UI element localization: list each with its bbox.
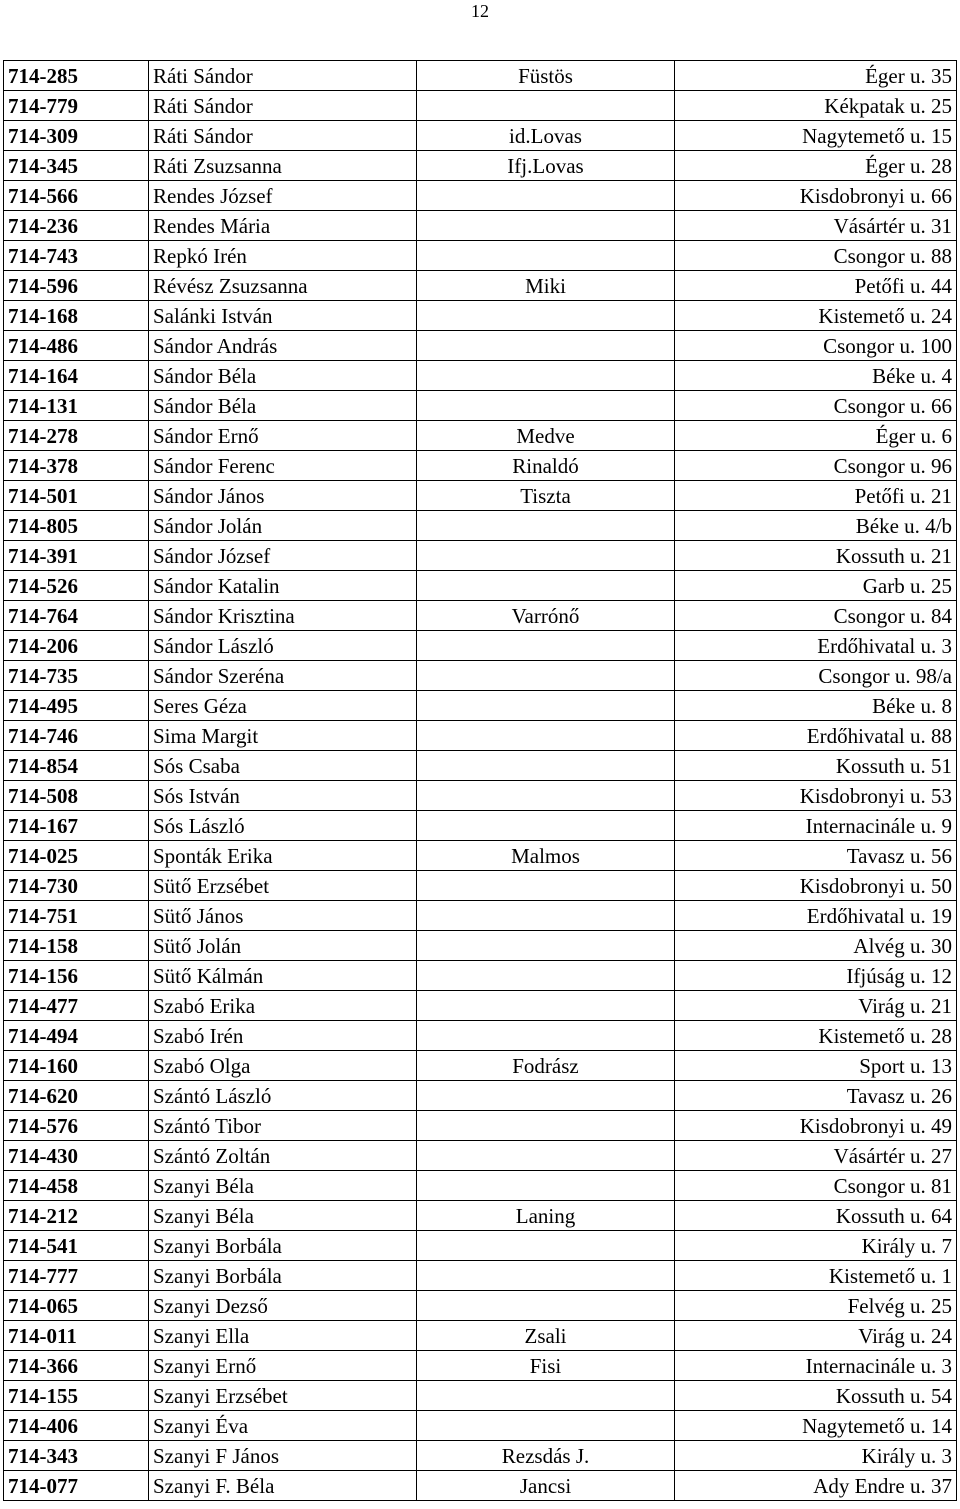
table-row: [4, 421, 957, 451]
name-cell: Ráti Sándor: [149, 91, 417, 121]
address-cell: Erdőhivatal u. 19: [675, 901, 957, 931]
table-row: [4, 91, 957, 121]
phone-number-cell: 714-751: [4, 901, 149, 931]
name-cell: Repkó Irén: [149, 241, 417, 271]
nickname-cell: Tiszta: [417, 481, 675, 511]
table-row: [4, 661, 957, 691]
address-cell: Virág u. 21: [675, 991, 957, 1021]
table-row: [4, 1231, 957, 1261]
table-row: [4, 601, 957, 631]
phone-number-cell: 714-278: [4, 421, 149, 451]
phone-number-cell: 714-501: [4, 481, 149, 511]
name-cell: Szanyi Borbála: [149, 1261, 417, 1291]
table-row: [4, 511, 957, 541]
nickname-cell: [417, 1141, 675, 1171]
phone-number-cell: 714-458: [4, 1171, 149, 1201]
table-row: [4, 1351, 957, 1381]
address-cell: Vásártér u. 31: [675, 211, 957, 241]
name-cell: Sütő Kálmán: [149, 961, 417, 991]
phone-number-cell: 714-620: [4, 1081, 149, 1111]
address-cell: Garb u. 25: [675, 571, 957, 601]
table-row: [4, 571, 957, 601]
name-cell: Sándor László: [149, 631, 417, 661]
address-cell: Béke u. 8: [675, 691, 957, 721]
table-row: [4, 1411, 957, 1441]
nickname-cell: Miki: [417, 271, 675, 301]
address-cell: Éger u. 35: [675, 61, 957, 91]
nickname-cell: [417, 871, 675, 901]
address-cell: Nagytemető u. 15: [675, 121, 957, 151]
phone-number-cell: 714-508: [4, 781, 149, 811]
address-cell: Nagytemető u. 14: [675, 1411, 957, 1441]
address-cell: Éger u. 6: [675, 421, 957, 451]
nickname-cell: [417, 511, 675, 541]
name-cell: Seres Géza: [149, 691, 417, 721]
nickname-cell: [417, 661, 675, 691]
name-cell: Sima Margit: [149, 721, 417, 751]
phone-number-cell: 714-566: [4, 181, 149, 211]
nickname-cell: Ifj.Lovas: [417, 151, 675, 181]
phone-number-cell: 714-777: [4, 1261, 149, 1291]
nickname-cell: Fisi: [417, 1351, 675, 1381]
nickname-cell: [417, 1291, 675, 1321]
name-cell: Sós Csaba: [149, 751, 417, 781]
name-cell: Szanyi Béla: [149, 1201, 417, 1231]
table-row: [4, 1381, 957, 1411]
address-cell: Csongor u. 88: [675, 241, 957, 271]
phone-number-cell: 714-526: [4, 571, 149, 601]
name-cell: Rendes József: [149, 181, 417, 211]
phone-number-cell: 714-167: [4, 811, 149, 841]
address-cell: Kisdobronyi u. 50: [675, 871, 957, 901]
table-row: [4, 961, 957, 991]
address-cell: Erdőhivatal u. 88: [675, 721, 957, 751]
address-cell: Tavasz u. 56: [675, 841, 957, 871]
table-row: [4, 811, 957, 841]
phone-number-cell: 714-309: [4, 121, 149, 151]
table-row: [4, 481, 957, 511]
address-cell: Kisdobronyi u. 53: [675, 781, 957, 811]
nickname-cell: [417, 1021, 675, 1051]
name-cell: Szanyi Borbála: [149, 1231, 417, 1261]
name-cell: Ráti Sándor: [149, 61, 417, 91]
table-row: [4, 901, 957, 931]
phone-number-cell: 714-730: [4, 871, 149, 901]
table-row: [4, 331, 957, 361]
address-cell: Virág u. 24: [675, 1321, 957, 1351]
table-row: [4, 1111, 957, 1141]
nickname-cell: Malmos: [417, 841, 675, 871]
table-row: [4, 1261, 957, 1291]
table-row: [4, 721, 957, 751]
phone-number-cell: 714-236: [4, 211, 149, 241]
table-row: [4, 1081, 957, 1111]
phone-number-cell: 714-065: [4, 1291, 149, 1321]
name-cell: Sponták Erika: [149, 841, 417, 871]
nickname-cell: [417, 931, 675, 961]
nickname-cell: [417, 91, 675, 121]
name-cell: Sándor Ernő: [149, 421, 417, 451]
name-cell: Sós László: [149, 811, 417, 841]
address-cell: Kistemető u. 24: [675, 301, 957, 331]
table-row: [4, 691, 957, 721]
phone-number-cell: 714-576: [4, 1111, 149, 1141]
phone-number-cell: 714-735: [4, 661, 149, 691]
nickname-cell: Zsali: [417, 1321, 675, 1351]
name-cell: Révész Zsuzsanna: [149, 271, 417, 301]
page-number: 12: [471, 1, 489, 21]
phone-number-cell: 714-366: [4, 1351, 149, 1381]
phone-number-cell: 714-158: [4, 931, 149, 961]
table-row: [4, 541, 957, 571]
name-cell: Szanyi Ella: [149, 1321, 417, 1351]
table-row: [4, 991, 957, 1021]
table-row: [4, 841, 957, 871]
nickname-cell: [417, 991, 675, 1021]
table-row: [4, 211, 957, 241]
name-cell: Szanyi Béla: [149, 1171, 417, 1201]
name-cell: Sándor János: [149, 481, 417, 511]
phone-number-cell: 714-764: [4, 601, 149, 631]
address-cell: Király u. 7: [675, 1231, 957, 1261]
table-row: [4, 631, 957, 661]
address-cell: Kossuth u. 54: [675, 1381, 957, 1411]
name-cell: Sándor Krisztina: [149, 601, 417, 631]
phone-number-cell: 714-155: [4, 1381, 149, 1411]
nickname-cell: [417, 721, 675, 751]
phone-number-cell: 714-406: [4, 1411, 149, 1441]
address-cell: Csongor u. 81: [675, 1171, 957, 1201]
address-cell: Ifjúság u. 12: [675, 961, 957, 991]
nickname-cell: [417, 1111, 675, 1141]
name-cell: Ráti Sándor: [149, 121, 417, 151]
nickname-cell: Rinaldó: [417, 451, 675, 481]
address-cell: Csongor u. 98/a: [675, 661, 957, 691]
address-cell: Király u. 3: [675, 1441, 957, 1471]
phone-number-cell: 714-212: [4, 1201, 149, 1231]
nickname-cell: Füstös: [417, 61, 675, 91]
name-cell: Sándor Szeréna: [149, 661, 417, 691]
nickname-cell: [417, 301, 675, 331]
phone-number-cell: 714-345: [4, 151, 149, 181]
table-row: [4, 361, 957, 391]
name-cell: Szabó Irén: [149, 1021, 417, 1051]
address-cell: Petőfi u. 21: [675, 481, 957, 511]
address-cell: Petőfi u. 44: [675, 271, 957, 301]
phone-number-cell: 714-486: [4, 331, 149, 361]
table-row: [4, 1201, 957, 1231]
address-cell: Vásártér u. 27: [675, 1141, 957, 1171]
phone-number-cell: 714-477: [4, 991, 149, 1021]
phone-number-cell: 714-160: [4, 1051, 149, 1081]
name-cell: Szanyi Ernő: [149, 1351, 417, 1381]
address-cell: Tavasz u. 26: [675, 1081, 957, 1111]
nickname-cell: [417, 691, 675, 721]
address-cell: Csongor u. 96: [675, 451, 957, 481]
address-cell: Felvég u. 25: [675, 1291, 957, 1321]
phone-number-cell: 714-391: [4, 541, 149, 571]
phone-number-cell: 714-011: [4, 1321, 149, 1351]
phone-number-cell: 714-746: [4, 721, 149, 751]
nickname-cell: [417, 1231, 675, 1261]
table-row: [4, 751, 957, 781]
phone-number-cell: 714-206: [4, 631, 149, 661]
name-cell: Szanyi F. Béla: [149, 1471, 417, 1501]
phone-number-cell: 714-779: [4, 91, 149, 121]
phone-number-cell: 714-378: [4, 451, 149, 481]
table-row: [4, 871, 957, 901]
name-cell: Rendes Mária: [149, 211, 417, 241]
phone-number-cell: 714-168: [4, 301, 149, 331]
address-cell: Kossuth u. 64: [675, 1201, 957, 1231]
table-row: [4, 931, 957, 961]
name-cell: Sütő Jolán: [149, 931, 417, 961]
address-cell: Éger u. 28: [675, 151, 957, 181]
table-row: [4, 1321, 957, 1351]
nickname-cell: Varrónő: [417, 601, 675, 631]
nickname-cell: [417, 571, 675, 601]
address-cell: Kistemető u. 1: [675, 1261, 957, 1291]
table-row: [4, 61, 957, 91]
name-cell: Szabó Erika: [149, 991, 417, 1021]
address-cell: Kisdobronyi u. 49: [675, 1111, 957, 1141]
table-row: [4, 181, 957, 211]
table-row: [4, 1291, 957, 1321]
nickname-cell: [417, 961, 675, 991]
address-cell: Kossuth u. 51: [675, 751, 957, 781]
table-row: [4, 241, 957, 271]
nickname-cell: [417, 391, 675, 421]
nickname-cell: Rezsdás J.: [417, 1441, 675, 1471]
nickname-cell: id.Lovas: [417, 121, 675, 151]
nickname-cell: [417, 811, 675, 841]
address-cell: Béke u. 4/b: [675, 511, 957, 541]
directory-body: [4, 61, 957, 1501]
nickname-cell: [417, 1411, 675, 1441]
table-row: [4, 121, 957, 151]
nickname-cell: [417, 241, 675, 271]
nickname-cell: [417, 541, 675, 571]
address-cell: Kistemető u. 28: [675, 1021, 957, 1051]
phone-number-cell: 714-131: [4, 391, 149, 421]
phone-number-cell: 714-430: [4, 1141, 149, 1171]
nickname-cell: [417, 361, 675, 391]
phone-number-cell: 714-156: [4, 961, 149, 991]
nickname-cell: [417, 211, 675, 241]
address-cell: Kisdobronyi u. 66: [675, 181, 957, 211]
name-cell: Szanyi F János: [149, 1441, 417, 1471]
phone-number-cell: 714-854: [4, 751, 149, 781]
nickname-cell: Fodrász: [417, 1051, 675, 1081]
phone-number-cell: 714-285: [4, 61, 149, 91]
nickname-cell: [417, 631, 675, 661]
name-cell: Szántó László: [149, 1081, 417, 1111]
table-row: [4, 1051, 957, 1081]
phone-number-cell: 714-343: [4, 1441, 149, 1471]
address-cell: Csongor u. 66: [675, 391, 957, 421]
nickname-cell: [417, 331, 675, 361]
nickname-cell: [417, 181, 675, 211]
table-row: [4, 1441, 957, 1471]
table-row: [4, 151, 957, 181]
name-cell: Szabó Olga: [149, 1051, 417, 1081]
table-row: [4, 1171, 957, 1201]
table-row: [4, 391, 957, 421]
nickname-cell: [417, 1381, 675, 1411]
name-cell: Sándor Jolán: [149, 511, 417, 541]
address-cell: Kossuth u. 21: [675, 541, 957, 571]
address-cell: Kékpatak u. 25: [675, 91, 957, 121]
nickname-cell: [417, 781, 675, 811]
phone-number-cell: 714-077: [4, 1471, 149, 1501]
name-cell: Sándor József: [149, 541, 417, 571]
name-cell: Szanyi Éva: [149, 1411, 417, 1441]
name-cell: Sándor Béla: [149, 391, 417, 421]
phone-number-cell: 714-541: [4, 1231, 149, 1261]
table-row: [4, 781, 957, 811]
address-cell: Internacinále u. 3: [675, 1351, 957, 1381]
table-row: [4, 301, 957, 331]
name-cell: Sándor András: [149, 331, 417, 361]
name-cell: Sándor Katalin: [149, 571, 417, 601]
name-cell: Sándor Béla: [149, 361, 417, 391]
phone-directory-table: [3, 60, 957, 1501]
nickname-cell: [417, 751, 675, 781]
table-row: [4, 1141, 957, 1171]
address-cell: Béke u. 4: [675, 361, 957, 391]
phone-number-cell: 714-805: [4, 511, 149, 541]
address-cell: Csongor u. 84: [675, 601, 957, 631]
name-cell: Szanyi Dezső: [149, 1291, 417, 1321]
address-cell: Csongor u. 100: [675, 331, 957, 361]
table-row: [4, 1021, 957, 1051]
name-cell: Szanyi Erzsébet: [149, 1381, 417, 1411]
phone-number-cell: 714-494: [4, 1021, 149, 1051]
name-cell: Szántó Zoltán: [149, 1141, 417, 1171]
phone-number-cell: 714-495: [4, 691, 149, 721]
address-cell: Alvég u. 30: [675, 931, 957, 961]
name-cell: Sándor Ferenc: [149, 451, 417, 481]
nickname-cell: Medve: [417, 421, 675, 451]
address-cell: Erdőhivatal u. 3: [675, 631, 957, 661]
table-row: [4, 271, 957, 301]
nickname-cell: Laning: [417, 1201, 675, 1231]
name-cell: Salánki István: [149, 301, 417, 331]
nickname-cell: [417, 1171, 675, 1201]
nickname-cell: [417, 1261, 675, 1291]
phone-number-cell: 714-164: [4, 361, 149, 391]
name-cell: Ráti Zsuzsanna: [149, 151, 417, 181]
nickname-cell: [417, 1081, 675, 1111]
table-row: [4, 451, 957, 481]
name-cell: Sütő János: [149, 901, 417, 931]
nickname-cell: Jancsi: [417, 1471, 675, 1501]
table-row: [4, 1471, 957, 1501]
name-cell: Szántó Tibor: [149, 1111, 417, 1141]
nickname-cell: [417, 901, 675, 931]
phone-number-cell: 714-596: [4, 271, 149, 301]
name-cell: Sós István: [149, 781, 417, 811]
name-cell: Sütő Erzsébet: [149, 871, 417, 901]
phone-number-cell: 714-743: [4, 241, 149, 271]
address-cell: Internacinále u. 9: [675, 811, 957, 841]
phone-number-cell: 714-025: [4, 841, 149, 871]
address-cell: Ady Endre u. 37: [675, 1471, 957, 1501]
address-cell: Sport u. 13: [675, 1051, 957, 1081]
